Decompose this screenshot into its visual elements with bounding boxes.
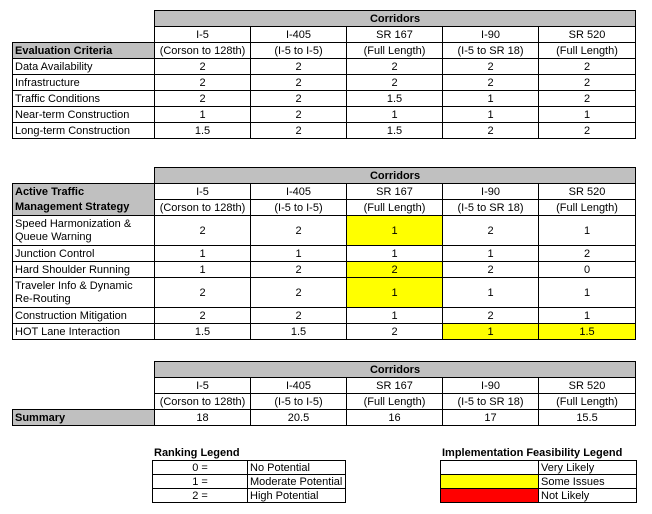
criteria-value: 2	[155, 91, 251, 107]
criteria-value: 2	[251, 91, 347, 107]
column-header: I-405	[251, 27, 347, 43]
column-subheader: (Full Length)	[539, 394, 636, 410]
corridors-header: Corridors	[155, 362, 636, 378]
strategy-row	[13, 216, 636, 246]
column-header: I-405	[251, 184, 347, 200]
column-subheader: (I-5 to SR 18)	[443, 43, 539, 59]
strategy-value: 2	[347, 324, 443, 340]
strategy-value: 1	[443, 278, 539, 308]
strategy-value: 1	[443, 246, 539, 262]
atm-header-line1: Active Traffic	[13, 184, 155, 200]
feasibility-legend-row	[441, 475, 637, 489]
criteria-label: Near-term Construction	[13, 107, 155, 123]
strategy-value: 2	[443, 216, 539, 246]
summary-value: 17	[443, 410, 539, 426]
column-header: SR 167	[347, 184, 443, 200]
column-subheader: (Full Length)	[539, 200, 636, 216]
corridors-header: Corridors	[155, 11, 636, 27]
strategy-value: 1	[155, 246, 251, 262]
criteria-row	[13, 59, 636, 75]
summary-value: 15.5	[539, 410, 636, 426]
summary-table	[12, 361, 636, 426]
criteria-value: 2	[443, 75, 539, 91]
criteria-value: 2	[347, 75, 443, 91]
strategy-value: 2	[155, 216, 251, 246]
strategy-label	[13, 324, 155, 340]
column-header: SR 167	[347, 378, 443, 394]
strategy-value: 2	[347, 262, 443, 278]
criteria-value: 2	[251, 75, 347, 91]
column-header: SR 520	[539, 27, 636, 43]
ranking-legend	[152, 460, 346, 503]
column-subheader: (Full Length)	[347, 200, 443, 216]
criteria-label: Traffic Conditions	[13, 91, 155, 107]
column-header: I-5	[155, 184, 251, 200]
strategy-value: 2	[443, 308, 539, 324]
strategy-label-line2: Queue Warning	[15, 230, 92, 243]
atm-strategy-table	[12, 167, 636, 340]
feasibility-text: Very Likely	[539, 461, 637, 475]
strategy-row	[13, 278, 636, 308]
strategy-row	[13, 262, 636, 278]
criteria-row	[13, 75, 636, 91]
criteria-value: 2	[539, 91, 636, 107]
column-header: SR 520	[539, 184, 636, 200]
criteria-value: 1.5	[155, 123, 251, 139]
ranking-legend-row	[153, 489, 346, 503]
feasibility-legend	[440, 460, 637, 503]
criteria-value: 1	[539, 107, 636, 123]
strategy-label	[13, 246, 155, 262]
criteria-value: 2	[539, 59, 636, 75]
strategy-label-line1: Construction Mitigation	[15, 309, 127, 322]
strategy-value: 1	[347, 246, 443, 262]
criteria-value: 2	[443, 59, 539, 75]
criteria-value: 1.5	[347, 91, 443, 107]
feasibility-legend-row	[441, 489, 637, 503]
summary-value: 20.5	[251, 410, 347, 426]
strategy-value: 0	[539, 262, 636, 278]
strategy-value: 2	[155, 278, 251, 308]
strategy-value: 1.5	[251, 324, 347, 340]
column-header: I-5	[155, 27, 251, 43]
strategy-value: 2	[539, 246, 636, 262]
summary-row	[13, 410, 636, 426]
column-subheader: (I-5 to I-5)	[251, 200, 347, 216]
summary-label: Summary	[13, 410, 155, 426]
feasibility-legend-title: Implementation Feasibility Legend	[442, 447, 623, 459]
ranking-text: Moderate Potential	[248, 475, 346, 489]
strategy-value: 2	[155, 308, 251, 324]
atm-header-line2: Management Strategy	[13, 200, 155, 216]
evaluation-criteria-table	[12, 10, 636, 139]
feasibility-text: Some Issues	[539, 475, 637, 489]
strategy-row	[13, 246, 636, 262]
strategy-value: 1.5	[539, 324, 636, 340]
strategy-value: 2	[251, 262, 347, 278]
strategy-value: 1	[155, 262, 251, 278]
ranking-key: 0 =	[153, 461, 248, 475]
column-subheader: (Full Length)	[347, 394, 443, 410]
corridors-header: Corridors	[155, 168, 636, 184]
strategy-label	[13, 278, 155, 308]
criteria-row	[13, 123, 636, 139]
column-header: I-5	[155, 378, 251, 394]
column-header: I-405	[251, 378, 347, 394]
criteria-label: Data Availability	[13, 59, 155, 75]
ranking-key: 2 =	[153, 489, 248, 503]
strategy-value: 2	[251, 216, 347, 246]
column-subheader: (Full Length)	[347, 43, 443, 59]
criteria-value: 1	[155, 107, 251, 123]
strategy-value: 1	[347, 308, 443, 324]
column-subheader: (Full Length)	[539, 43, 636, 59]
summary-value: 18	[155, 410, 251, 426]
column-subheader: (I-5 to I-5)	[251, 394, 347, 410]
strategy-label-line1: Traveler Info & Dynamic	[15, 279, 133, 292]
ranking-key: 1 =	[153, 475, 248, 489]
column-subheader: (I-5 to SR 18)	[443, 394, 539, 410]
column-header: SR 167	[347, 27, 443, 43]
criteria-value: 2	[251, 107, 347, 123]
strategy-row	[13, 324, 636, 340]
strategy-label	[13, 216, 155, 246]
ranking-text: No Potential	[248, 461, 346, 475]
ranking-legend-title: Ranking Legend	[154, 447, 240, 459]
criteria-row	[13, 107, 636, 123]
strategy-value: 1	[347, 216, 443, 246]
evaluation-criteria-header: Evaluation Criteria	[13, 43, 155, 59]
strategy-value: 1.5	[155, 324, 251, 340]
criteria-label: Infrastructure	[13, 75, 155, 91]
criteria-value: 2	[155, 59, 251, 75]
summary-value: 16	[347, 410, 443, 426]
strategy-value: 1	[539, 308, 636, 324]
strategy-value: 1	[539, 216, 636, 246]
column-header: I-90	[443, 27, 539, 43]
criteria-value: 1	[443, 107, 539, 123]
criteria-value: 2	[251, 123, 347, 139]
column-subheader: (I-5 to I-5)	[251, 43, 347, 59]
feasibility-swatch	[441, 475, 539, 489]
ranking-legend-row	[153, 461, 346, 475]
criteria-value: 2	[251, 59, 347, 75]
criteria-value: 2	[443, 123, 539, 139]
feasibility-swatch	[441, 489, 539, 503]
strategy-value: 2	[251, 278, 347, 308]
strategy-label	[13, 308, 155, 324]
criteria-value: 1.5	[347, 123, 443, 139]
criteria-value: 1	[347, 107, 443, 123]
strategy-label-line2: Re-Routing	[15, 292, 71, 305]
strategy-value: 1	[347, 278, 443, 308]
strategy-label-line1: Junction Control	[15, 247, 95, 260]
criteria-label: Long-term Construction	[13, 123, 155, 139]
strategy-label-line1: Hard Shoulder Running	[15, 263, 130, 276]
column-subheader: (Corson to 128th)	[155, 43, 251, 59]
strategy-value: 2	[251, 308, 347, 324]
column-header: SR 520	[539, 378, 636, 394]
strategy-value: 2	[443, 262, 539, 278]
column-subheader: (Corson to 128th)	[155, 200, 251, 216]
criteria-value: 2	[155, 75, 251, 91]
column-subheader: (I-5 to SR 18)	[443, 200, 539, 216]
criteria-value: 2	[539, 75, 636, 91]
column-header: I-90	[443, 184, 539, 200]
column-header: I-90	[443, 378, 539, 394]
criteria-value: 2	[347, 59, 443, 75]
criteria-value: 1	[443, 91, 539, 107]
strategy-value: 1	[251, 246, 347, 262]
feasibility-legend-row	[441, 461, 637, 475]
strategy-label-line1: HOT Lane Interaction	[15, 325, 120, 338]
column-subheader: (Corson to 128th)	[155, 394, 251, 410]
strategy-value: 1	[443, 324, 539, 340]
criteria-value: 2	[539, 123, 636, 139]
feasibility-swatch	[441, 461, 539, 475]
strategy-label	[13, 262, 155, 278]
strategy-label-line1: Speed Harmonization &	[15, 217, 132, 230]
feasibility-text: Not Likely	[539, 489, 637, 503]
strategy-row	[13, 308, 636, 324]
ranking-text: High Potential	[248, 489, 346, 503]
strategy-value: 1	[539, 278, 636, 308]
ranking-legend-row	[153, 475, 346, 489]
criteria-row	[13, 91, 636, 107]
